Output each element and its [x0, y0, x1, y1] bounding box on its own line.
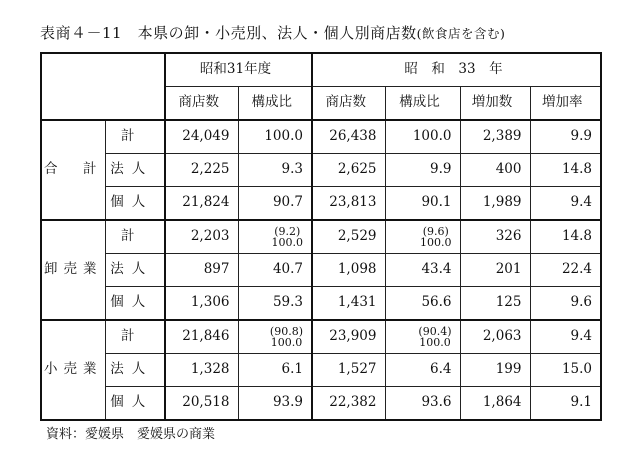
cell-value: 897 — [165, 254, 238, 287]
cell-value: 22.4 — [530, 254, 601, 287]
cell-ratio — [385, 220, 460, 254]
sub-label: 法人 — [105, 254, 165, 287]
store-count-table — [40, 52, 602, 421]
table-title-note: (飲食店を含む) — [416, 26, 506, 41]
header-period-1: 昭和31年度 — [165, 53, 312, 87]
cell-value: 1,328 — [165, 354, 238, 387]
sub-label: 個人 — [105, 287, 165, 321]
cell-value: 9.3 — [238, 154, 312, 187]
header-corner — [41, 53, 165, 120]
sub-label: 法人 — [105, 354, 165, 387]
cell-value: 6.1 — [238, 354, 312, 387]
cell-value: 22,382 — [312, 387, 385, 421]
cell-value: 24,049 — [165, 120, 238, 154]
table-title — [40, 22, 505, 43]
cell-value: 1,431 — [312, 287, 385, 321]
cell-ratio — [385, 320, 460, 354]
cell-ratio — [238, 320, 312, 354]
ratio-share: (90.8) — [269, 325, 303, 338]
cell-value: 1,864 — [460, 387, 530, 421]
cell-value: 40.7 — [238, 254, 312, 287]
cell-value: 9.4 — [530, 320, 601, 354]
cell-value: 1,098 — [312, 254, 385, 287]
cell-value: 2,625 — [312, 154, 385, 187]
table-row — [41, 120, 601, 154]
col-header: 構成比 — [385, 87, 460, 121]
sub-label: 計 — [105, 120, 165, 154]
cell-value: 43.4 — [385, 254, 460, 287]
col-header: 商店数 — [312, 87, 385, 121]
col-header: 増加数 — [460, 87, 530, 121]
table-row — [41, 187, 601, 221]
cell-value: 9.6 — [530, 287, 601, 321]
cell-value: 21,824 — [165, 187, 238, 221]
cell-value: 201 — [460, 254, 530, 287]
sub-label: 法人 — [105, 154, 165, 187]
cell-value: 2,389 — [460, 120, 530, 154]
cell-value: 199 — [460, 354, 530, 387]
cell-value: 15.0 — [530, 354, 601, 387]
table-row — [41, 354, 601, 387]
cell-value: 90.7 — [238, 187, 312, 221]
cell-value: 1,989 — [460, 187, 530, 221]
cell-value: 9.9 — [530, 120, 601, 154]
ratio-share: (9.6) — [422, 225, 449, 238]
cell-value: 1,527 — [312, 354, 385, 387]
cell-value: 14.8 — [530, 154, 601, 187]
cell-value: 20,518 — [165, 387, 238, 421]
sub-label: 個人 — [105, 187, 165, 221]
table-row — [41, 287, 601, 321]
table-row — [41, 154, 601, 187]
cell-value: 23,813 — [312, 187, 385, 221]
cell-value: 56.6 — [385, 287, 460, 321]
cell-value: 100.0 — [238, 120, 312, 154]
cell-value: 2,225 — [165, 154, 238, 187]
cell-value: 2,529 — [312, 220, 385, 254]
cell-value: 26,438 — [312, 120, 385, 154]
group-label: 小売業 — [41, 320, 105, 420]
sub-label: 計 — [105, 320, 165, 354]
ratio-total: 100.0 — [420, 236, 452, 249]
col-header: 増加率 — [530, 87, 601, 121]
cell-value: 1,306 — [165, 287, 238, 321]
cell-value: 14.8 — [530, 220, 601, 254]
cell-value: 9.1 — [530, 387, 601, 421]
cell-value: 21,846 — [165, 320, 238, 354]
source-note: 資料：愛媛県 愛媛県の商業 — [46, 427, 216, 442]
table-row — [41, 220, 601, 254]
group-label: 卸売業 — [41, 220, 105, 320]
table-title-main: 表商４－11 本県の卸・小売別、法人・個人別商店数 — [40, 24, 417, 42]
ratio-share: (90.4) — [418, 325, 452, 338]
sub-label: 計 — [105, 220, 165, 254]
sub-label: 個人 — [105, 387, 165, 421]
cell-value: 400 — [460, 154, 530, 187]
ratio-total: 100.0 — [270, 336, 303, 349]
ratio-total: 100.0 — [271, 236, 303, 249]
header-row-periods — [41, 53, 601, 87]
cell-value: 125 — [460, 287, 530, 321]
group-label: 合 計 — [41, 120, 105, 220]
cell-value: 326 — [460, 220, 530, 254]
table-row — [41, 254, 601, 287]
header-period-2: 昭 和 33 年 — [312, 53, 601, 87]
cell-value: 9.9 — [385, 154, 460, 187]
cell-ratio — [238, 220, 312, 254]
cell-value: 93.9 — [238, 387, 312, 421]
cell-value: 9.4 — [530, 187, 601, 221]
col-header: 構成比 — [238, 87, 312, 121]
cell-value: 93.6 — [385, 387, 460, 421]
ratio-total: 100.0 — [419, 336, 451, 349]
cell-value: 6.4 — [385, 354, 460, 387]
cell-value: 100.0 — [385, 120, 460, 154]
ratio-share: (9.2) — [274, 225, 301, 238]
col-header: 商店数 — [165, 87, 238, 121]
cell-value: 2,063 — [460, 320, 530, 354]
cell-value: 90.1 — [385, 187, 460, 221]
cell-value: 2,203 — [165, 220, 238, 254]
cell-value: 23,909 — [312, 320, 385, 354]
table-row — [41, 387, 601, 421]
cell-value: 59.3 — [238, 287, 312, 321]
table-row — [41, 320, 601, 354]
